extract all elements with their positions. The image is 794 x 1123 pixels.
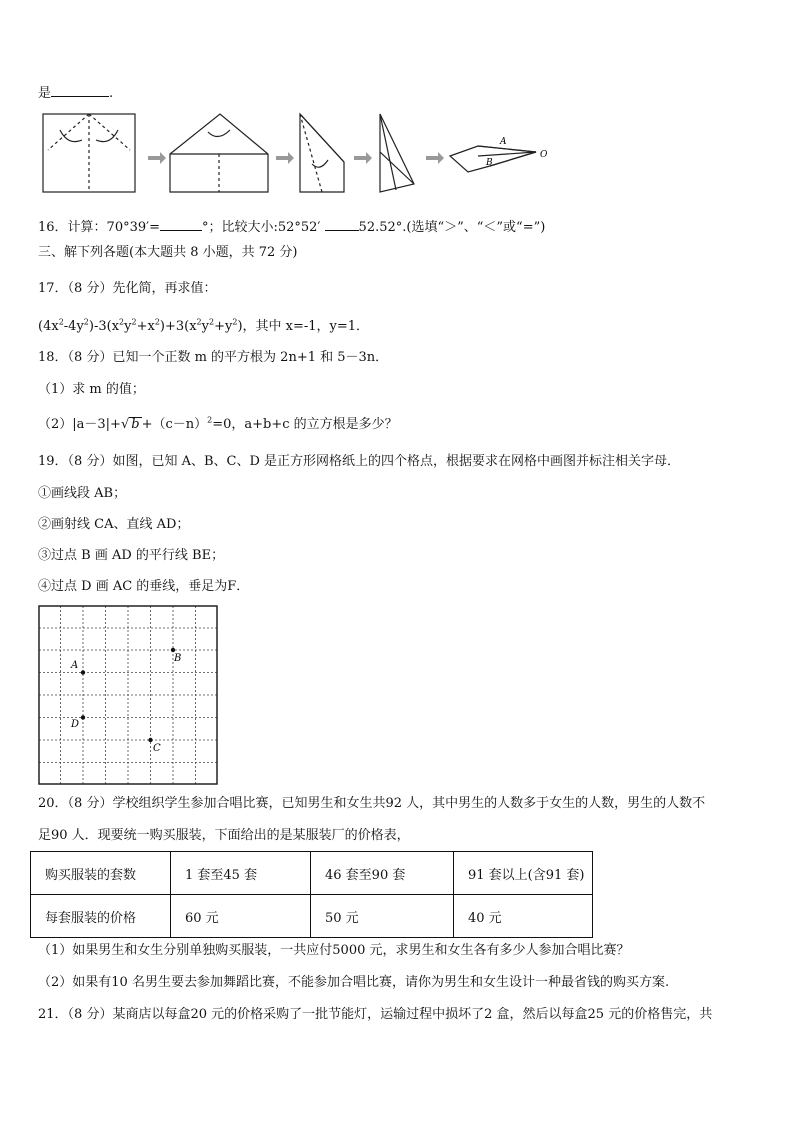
fold-step-3: [300, 114, 344, 192]
table-cell: 91 套以上(含91 套): [454, 852, 593, 895]
question-19-step-2: ②画射线 CA、直线 AD；: [38, 517, 190, 532]
top-text: 是: [38, 86, 52, 101]
fold-step-4: [380, 114, 414, 192]
fill-blank-line: 是 .: [38, 86, 114, 101]
table-cell: 1 套至45 套: [171, 852, 311, 895]
table-row: [31, 895, 593, 938]
point-b-label: B: [174, 653, 182, 664]
point-d: [81, 715, 85, 719]
question-19-step-4: ④过点 D 画 AC 的垂线，垂足为F．: [38, 579, 250, 594]
table-row: [31, 852, 593, 895]
question-19-stem: 19．（8 分）如图，已知 A、B、C、D 是正方形网格纸上的四个格点，根据要求在网格中画图并标注相关字母．: [38, 454, 681, 469]
question-17-expression: $(4x^2-4y^2)-3(x^2y^2+x^2)+3(x^2y^2+y^2)$，其中 x=-1，y=1．: [38, 317, 370, 334]
point-b: [171, 648, 175, 652]
table-cell: 46 套至90 套: [311, 852, 454, 895]
paper-folding-figure: [38, 112, 558, 202]
table-cell: 每套服装的价格: [31, 895, 171, 938]
question-18-part-1: （1）求 m 的值；: [38, 382, 145, 397]
question-17-stem: 17．（8 分）先化简，再求值：: [38, 281, 217, 296]
section-heading: 三、解下列各题(本大题共 8 小题，共 72 分): [38, 245, 298, 260]
point-a: [81, 670, 85, 674]
point-c: [148, 738, 152, 742]
question-19-step-3: ③过点 B 画 AD 的平行线 BE；: [38, 548, 225, 563]
answer-blank[interactable]: [325, 218, 359, 231]
answer-blank[interactable]: [160, 218, 202, 231]
question-18-stem: 18．（8 分）已知一个正数 m 的平方根为 2n+1 和 5－3n．: [38, 350, 389, 365]
plane-label-o: O: [540, 150, 548, 160]
question-19-step-1: ①画线段 AB；: [38, 486, 127, 501]
square-grid: [38, 605, 220, 787]
question-20-line-2: 足90 人．现要统一购买服装，下面给出的是某服装厂的价格表，: [38, 828, 410, 843]
question-20-part-1: （1）如果男生和女生分别单独购买服装，一共应付5000 元，求男生和女生各有多少人参加合唱比赛？: [38, 943, 630, 958]
price-table: [30, 851, 593, 938]
question-16: 16．计算：70°39′= °；比较大小:52°52′ 52.52°.(选填“＞”、“＜”或“=”): [38, 220, 546, 235]
plane-label-b: B: [486, 158, 493, 168]
point-c-label: C: [153, 743, 161, 754]
plane-label-a: A: [500, 137, 507, 147]
question-20-line-1: 20．（8 分）学校组织学生参加合唱比赛，已知男生和女生共92 人，其中男生的人数多于女生的人数，男生的人数不: [38, 796, 706, 811]
point-a-label: A: [71, 660, 79, 671]
question-21-line-1: 21．（8 分）某商店以每盒20 元的价格采购了一批节能灯，运输过程中损坏了2 盒，然后以每盒25 元的价格售完，共: [38, 1007, 713, 1022]
table-cell: 购买服装的套数: [31, 852, 171, 895]
point-d-label: D: [71, 719, 80, 730]
question-18-part-2: （2）|a－3|+√ $b +(c-n)^2=0$，a+b+c 的立方根是多少？: [38, 415, 398, 432]
table-cell: 50 元: [311, 895, 454, 938]
table-cell: 40 元: [454, 895, 593, 938]
paper-plane: [450, 146, 536, 172]
table-cell: 60 元: [171, 895, 311, 938]
question-20-part-2: （2）如果有10 名男生要去参加舞蹈比赛，不能参加合唱比赛，请你为男生和女生设计一种最省钱的购买方案.: [38, 975, 670, 990]
answer-blank[interactable]: [51, 84, 109, 97]
